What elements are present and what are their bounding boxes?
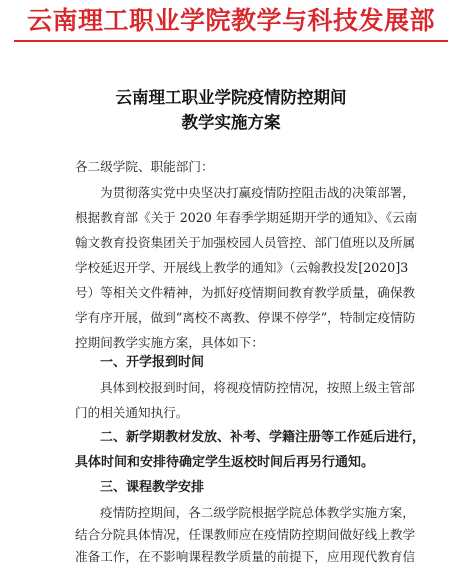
section-heading-2-cont: 具体时间和安排待确定学生返校时间后再另行通知。 — [75, 455, 375, 470]
body-line: 学校延迟开学、开展线上教学的通知》（云翰教投发[2020]3 — [75, 260, 409, 275]
section-heading-2: 二、新学期教材发放、补考、学籍注册等工作延后进行， — [100, 430, 426, 445]
body-line: 准备工作，在不影响课程教学质量的前提下，应用现代教育信 — [75, 549, 416, 564]
body-line: 为贯彻落实党中央坚决打赢疫情防控阻击战的决策部署， — [100, 185, 415, 200]
letterhead-title: 云南理工职业学院教学与科技发展部 — [26, 6, 435, 35]
body-line: 疫情防控期间，各二级学院根据学院总体教学实施方案， — [100, 505, 415, 520]
section-heading-1: 一、开学报到时间 — [100, 355, 205, 370]
body-line: 控期间教学实施方案，具体如下： — [75, 335, 264, 350]
body-line: 翰文教育投资集团关于加强校园人员管控、部门值班以及所属 — [75, 235, 416, 250]
body-line: 具体到校报到时间，将视疫情防控情况，按照上级主管部 — [100, 380, 415, 395]
section-heading-3: 三、课程教学安排 — [100, 480, 205, 495]
body-line: 号）等相关文件精神，为抓好疫情期间教育教学质量，确保教 — [75, 285, 416, 300]
body-line: 结合分院具体情况，任课教师应在疫情防控期间做好线上教学 — [75, 527, 416, 542]
body-line: 根据教育部《关于 2020 年春季学期延期开学的通知》、《云南 — [75, 210, 418, 225]
document-title-line-1: 云南理工职业学院疫情防控期间 — [115, 88, 347, 107]
body-line: 门的相关通知执行。 — [75, 405, 189, 420]
salutation: 各二级学院、职能部门： — [75, 159, 214, 174]
letterhead — [0, 0, 462, 44]
body-line: 学有序开展，做到“离校不离教、停课不停学”，特制定疫情防 — [75, 310, 416, 325]
document-title-line-2: 教学实施方案 — [181, 113, 281, 132]
letterhead-rule — [14, 40, 448, 42]
